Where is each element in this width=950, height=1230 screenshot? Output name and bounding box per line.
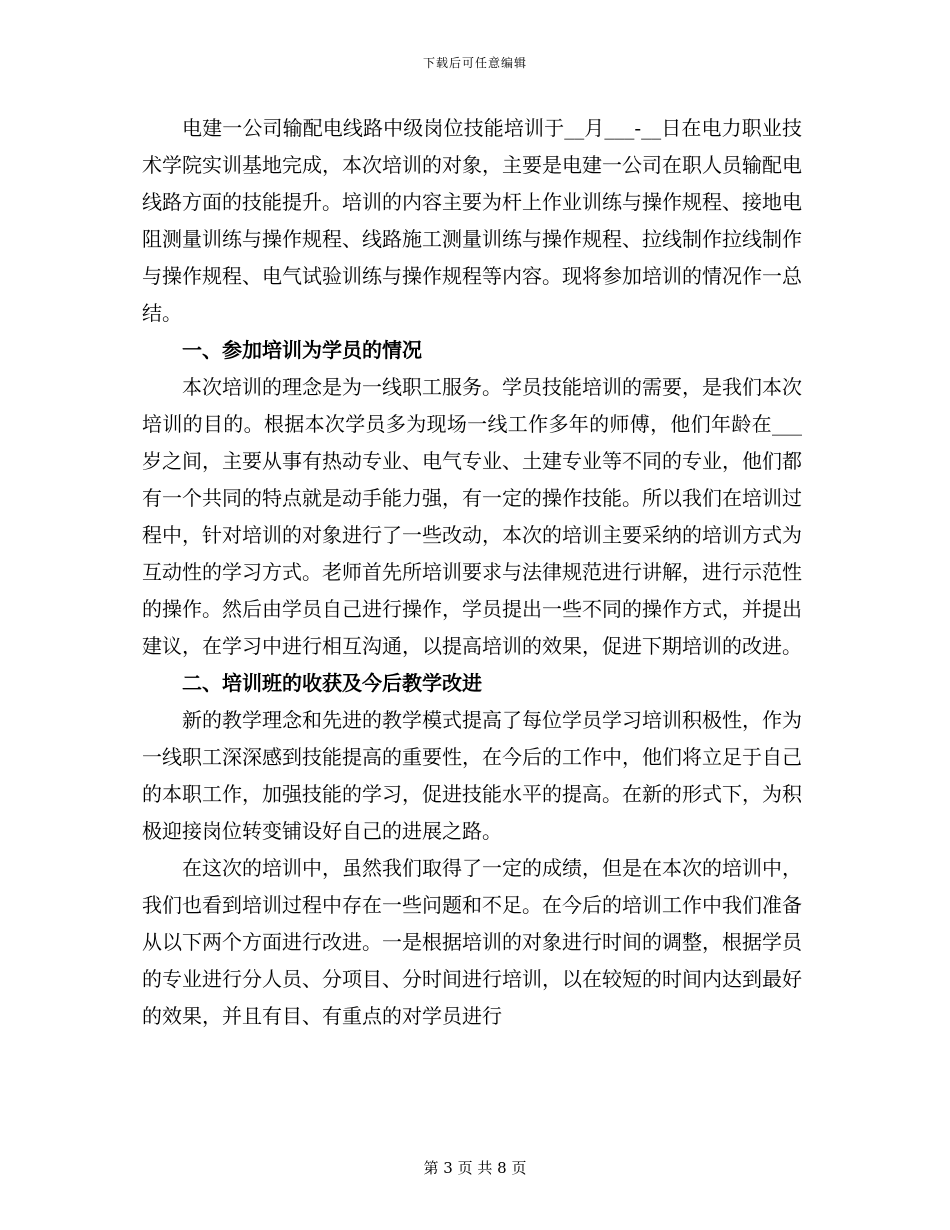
section-2-paragraph-2: 在这次的培训中，虽然我们取得了一定的成绩，但是在本次的培训中，我们也看到培训过程中存在一些问题和不足。在今后的培训工作中我们准备从以下两个方面进行改进。一是根据培训的对象进行时间的调整，根据学员的专业进行分人员、分项目、分时间进行培训，以在较短的时间内达到最好的效果，并且有目、有重点的对学员进行 xyxy=(142,856,802,1028)
page-number: 第 3 页 共 8 页 xyxy=(423,1159,527,1177)
section-heading-1: 一、参加培训为学员的情况 xyxy=(182,338,422,362)
section-2-paragraph-1: 新的教学理念和先进的教学模式提高了每位学员学习培训积极性，作为一线职工深深感到技能提高的重要性，在今后的工作中，他们将立足于自己的本职工作，加强技能的学习，促进技能水平的提高。在新的形式下，为积极迎接岗位转变铺设好自己的进展之路。 xyxy=(142,708,802,843)
section-1-paragraph: 本次培训的理念是为一线职工服务。学员技能培训的需要，是我们本次培训的目的。根据本次学员多为现场一线工作多年的师傅，他们年龄在___岁之间，主要从事有热动专业、电气专业、土建专业等不同的专业，他们都有一个共同的特点就是动手能力强，有一定的操作技能。所以我们在培训过程中，针对培训的对象进行了一些改动，本次的培训主要采纳的培训方式为互动性的学习方式。老师首先所培训要求与法律规范进行讲解，进行示范性的操作。然后由学员自己进行操作，学员提出一些不同的操作方式，并提出建议，在学习中进行相互沟通，以提高培训的效果，促进下期培训的改进。 xyxy=(142,375,802,658)
document-body xyxy=(142,110,802,1035)
page-header-note: 下载后可任意编辑 xyxy=(422,56,527,70)
section-heading-2: 二、培训班的收获及今后教学改进 xyxy=(182,671,482,695)
intro-paragraph: 电建一公司输配电线路中级岗位技能培训于__月___-__日在电力职业技术学院实训基地完成，本次培训的对象，主要是电建一公司在职人员输配电线路方面的技能提升。培训的内容主要为杆上作业训练与操作规程、接地电阻测量训练与操作规程、线路施工测量训练与操作规程、拉线制作拉线制作与操作规程、电气试验训练与操作规程等内容。现将参加培训的情况作一总结。 xyxy=(142,116,802,325)
